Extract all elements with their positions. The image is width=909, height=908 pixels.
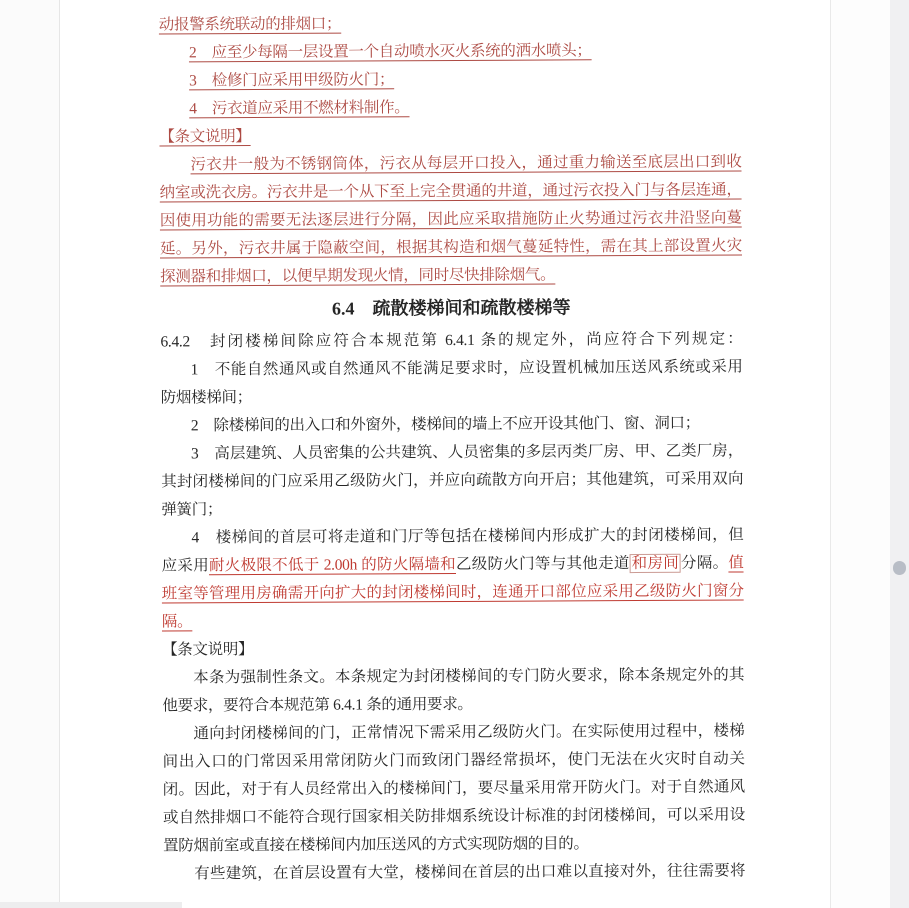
text-segment: 置防烟前室或直接在楼梯间内加压送风的方式实现防烟的目的。 — [163, 835, 589, 855]
text-segment: 或自然排烟口不能符合现行国家相关防排烟系统设计标准的封闭楼梯间，可以采用设 — [162, 806, 745, 827]
document-lines — [159, 8, 746, 888]
clause-continuation — [161, 493, 743, 524]
commentary-line — [163, 829, 745, 860]
text-segment: 【条文说明】 — [162, 641, 254, 659]
text-segment: 通向封闭楼梯间的门，正常情况下需采用乙级防火门。在实际使用过程中，楼梯 — [193, 722, 745, 743]
revision-box: 和房间 — [630, 554, 681, 573]
text-segment: 纳室或洗衣房。污衣井是一个从下至上完全贯通的井道，通过污衣投入门与各层连通， — [159, 181, 742, 202]
clause-continuation — [161, 465, 743, 496]
scrollbar-gutter — [890, 0, 909, 908]
commentary-line — [162, 717, 744, 748]
clause-item-2 — [159, 36, 741, 67]
text-segment: 3 高层建筑、人员密集的公共建筑、人员密集的多层丙类厂房、甲、乙类厂房， — [190, 442, 744, 463]
page-right-margin — [831, 0, 890, 908]
text-segment: 因使用功能的需要无法逐层进行分隔，因此应采取措施防止火势通过污衣井沿竖向蔓 — [159, 209, 742, 230]
text-segment: 防烟楼梯间； — [160, 389, 252, 407]
commentary-line — [163, 745, 745, 776]
clause-item-3 — [159, 64, 741, 95]
text-segment: 2 应至少每隔一层设置一个自动喷水灭火系统的洒水喷头； — [188, 42, 592, 62]
clause-revision-line — [162, 549, 744, 580]
clause-item-3b — [161, 437, 743, 468]
text-segment: 6.4.2 封闭楼梯间除应符合本规范第 6.4.1 条的规定外，尚应符合下列规定： — [160, 330, 743, 351]
page-bottom-edge — [0, 902, 182, 908]
text-segment: 应采用 — [161, 557, 210, 575]
text-segment: 污衣井一般为不锈钢筒体，污衣从每层开口投入，通过重力输送至底层出口到收 — [190, 153, 742, 174]
text-segment: 6.4 疏散楼梯间和疏散楼梯等 — [331, 297, 571, 319]
text-segment: 4 楼梯间的首层可将走道和门厅等包括在楼梯间内形成扩大的封闭楼梯间，但 — [191, 526, 744, 547]
commentary-line — [163, 857, 745, 888]
section-heading — [160, 288, 742, 328]
text-segment: 探测器和排烟口，以便早期发现火情，同时尽快排除烟气。 — [160, 266, 556, 286]
text-segment: 间出入口的门常因采用常闭防火门而致闭门器经常损坏，使门无法在火灾时自动关 — [162, 750, 745, 771]
text-segment: 他要求，要符合本规范第 6.4.1 条的通用要求。 — [162, 695, 473, 715]
clause-continuation — [159, 8, 741, 39]
text-segment: 有些建筑，在首层设置有大堂，楼梯间在首层的出口难以直接对外，往往需要将 — [194, 862, 746, 883]
text-segment: 班室等管理用房确需开向扩大的封闭楼梯间时，连通开口部位应采用乙级防火门窗分 — [161, 582, 744, 603]
page-edge-right — [830, 0, 831, 908]
clause-revision-line — [162, 577, 744, 608]
text-segment: 延。另外，污衣井属于隐蔽空间，根据其构造和烟气蔓延特性，需在其上部设置火灾 — [159, 237, 742, 258]
text-segment: 其封闭楼梯间的门应采用乙级防火门，并应向疏散方向开启；其他建筑，可采用双向 — [161, 470, 744, 491]
clause-item-4 — [159, 92, 741, 123]
text-segment: 1 不能自然通风或自然通风不能满足要求时，应设置机械加压送风系统或采用 — [190, 358, 743, 379]
text-segment: 本条为强制性条文。本条规定为封闭楼梯间的专门防火要求，除本条规定外的其 — [193, 666, 745, 687]
commentary-line — [162, 689, 744, 720]
text-segment: 【条文说明】 — [159, 128, 251, 146]
commentary-line — [160, 204, 742, 235]
clause-item-2b — [161, 409, 743, 440]
scrollbar-thumb[interactable] — [893, 561, 906, 575]
commentary-line — [163, 773, 745, 804]
commentary-line — [162, 661, 744, 692]
text-segment: 4 污衣道应采用不燃材料制作。 — [189, 99, 410, 118]
text-segment: 3 检修门应采用甲级防火门； — [189, 71, 395, 90]
text-segment: 分隔。 — [680, 554, 729, 572]
commentary-line — [160, 176, 742, 207]
clause-item-4b — [161, 521, 743, 552]
clause-revision-line — [162, 605, 744, 636]
clause-item-1 — [161, 353, 743, 384]
page-left-margin — [0, 0, 59, 908]
commentary-line — [160, 232, 742, 263]
text-segment: 耐火极限不低于 2.00h 的防火隔墙和 — [208, 555, 456, 575]
commentary-line — [163, 801, 745, 832]
text-segment: 弹簧门； — [161, 501, 223, 519]
commentary-line — [160, 260, 742, 291]
document-page — [159, 8, 746, 888]
clause-6-4-2 — [160, 325, 742, 356]
text-segment: 值 — [728, 554, 744, 572]
text-segment: 隔。 — [161, 613, 193, 631]
text-segment: 乙级防火门等与其他走道 — [455, 555, 630, 573]
text-segment: 2 除楼梯间的出入口和外窗外，楼梯间的墙上不应开设其他门、窗、洞口； — [190, 414, 700, 435]
text-segment: 闭。因此，对于有人员经常出入的楼梯间门，要尽量采用常开防火门。对于自然通风 — [162, 778, 745, 799]
commentary-line — [159, 148, 741, 179]
commentary-label-red — [159, 120, 741, 151]
commentary-label-black — [162, 633, 744, 664]
text-segment: 动报警系统联动的排烟口； — [158, 15, 342, 34]
clause-continuation — [161, 381, 743, 412]
page-edge-left — [59, 0, 60, 908]
